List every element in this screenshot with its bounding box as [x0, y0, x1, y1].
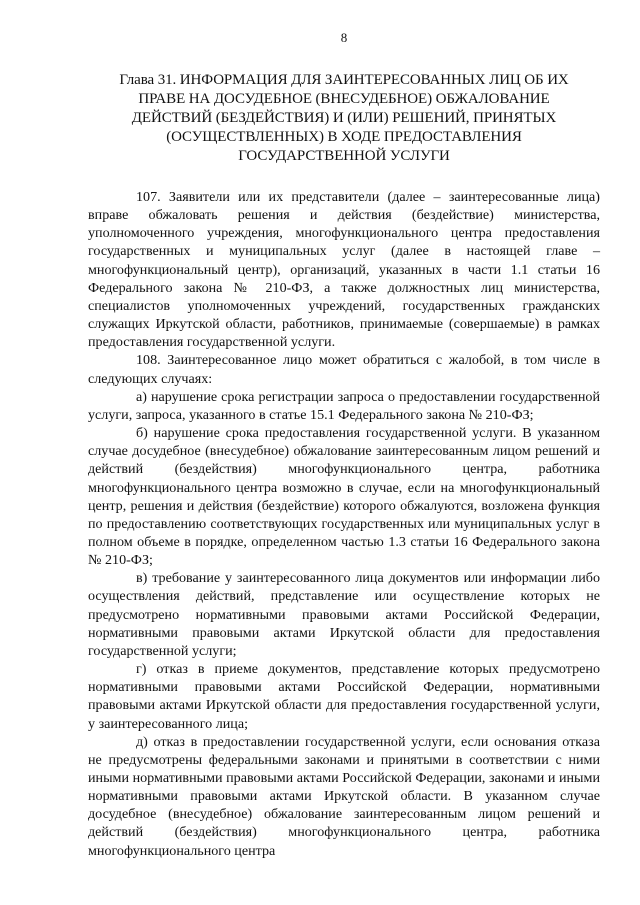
heading-line: (ОСУЩЕСТВЛЕННЫХ) В ХОДЕ ПРЕДОСТАВЛЕНИЯ: [166, 129, 522, 145]
list-item-d: д) отказ в предоставлении государственной услуги, если основания отказа не предусмотрены федеральными законами и принятыми в соответствии с ними иными нормативными правовыми актами Российской Федерации, законами и иными нормативными правовыми актами Иркутской области. В указанном случае досудебное (внесудебное) обжалование заинтересованным лицом решений и действий (бездействия) многофункционального центра, работника многофункционального центра: [88, 733, 600, 859]
document-body: [88, 188, 600, 860]
paragraph-108: 108. Заинтересованное лицо может обратиться с жалобой, в том числе в следующих случаях:: [88, 352, 600, 387]
heading-line: ГОСУДАРСТВЕННОЙ УСЛУГИ: [238, 148, 450, 164]
page-number: 8: [340, 30, 348, 45]
list-item-g: г) отказ в приеме документов, представление которых предусмотрено нормативными правовыми актами Российской Федерации, нормативными правовыми актами Иркутской области для предоставления государственной услуги, у заинтересованного лица;: [88, 661, 600, 732]
paragraph-107: 107. Заявители или их представители (далее – заинтересованные лица) вправе обжаловать решения и действия (бездействие) министерства, уполномоченного учреждения, многофункционального центра предоставления государственных и муниципальных услуг (далее в настоящей главе – многофункциональный центр), организаций, указанных в части 1.1 статьи 16 Федерального закона № 210-ФЗ, а также должностных лиц министерства, специалистов уполномоченных учреждений, государственных гражданских служащих Иркутской области, работников, принимаемые (совершаемые) в рамках предоставления государственной услуги.: [88, 189, 600, 351]
list-item-b: б) нарушение срока предоставления государственной услуги. В указанном случае досудебное (внесудебное) обжалование заинтересованным лицом решений и действий (бездействия) многофункционального центра, работника многофункционального центра возможно в случае, если на многофункциональный центр, решения и действия (бездействие) которого обжалуются, возложена функция по предоставлению соответствующих государственных или муниципальных услуг в полном объеме в порядке, определенном частью 1.3 статьи 16 Федерального закона № 210-ФЗ;: [88, 425, 600, 569]
list-item-v: в) требование у заинтересованного лица документов или информации либо осуществления действий, представление или осуществление которых не предусмотрено нормативными правовыми актами Российской Федерации, нормативными правовыми актами Иркутской области для предоставления государственной услуги;: [88, 570, 600, 659]
heading-line: Глава 31. ИНФОРМАЦИЯ ДЛЯ ЗАИНТЕРЕСОВАННЫХ ЛИЦ ОБ ИХ: [119, 72, 569, 88]
list-item-a: а) нарушение срока регистрации запроса о предоставлении государственной услуги, запроса, указанного в статье 15.1 Федерального закона № 210-ФЗ;: [88, 388, 600, 423]
heading-line: ДЕЙСТВИЙ (БЕЗДЕЙСТВИЯ) И (ИЛИ) РЕШЕНИЙ, ПРИНЯТЫХ: [131, 110, 557, 126]
heading-line: ПРАВЕ НА ДОСУДЕБНОЕ (ВНЕСУДЕБНОЕ) ОБЖАЛОВАНИЕ: [138, 91, 550, 107]
chapter-heading: [88, 71, 600, 166]
